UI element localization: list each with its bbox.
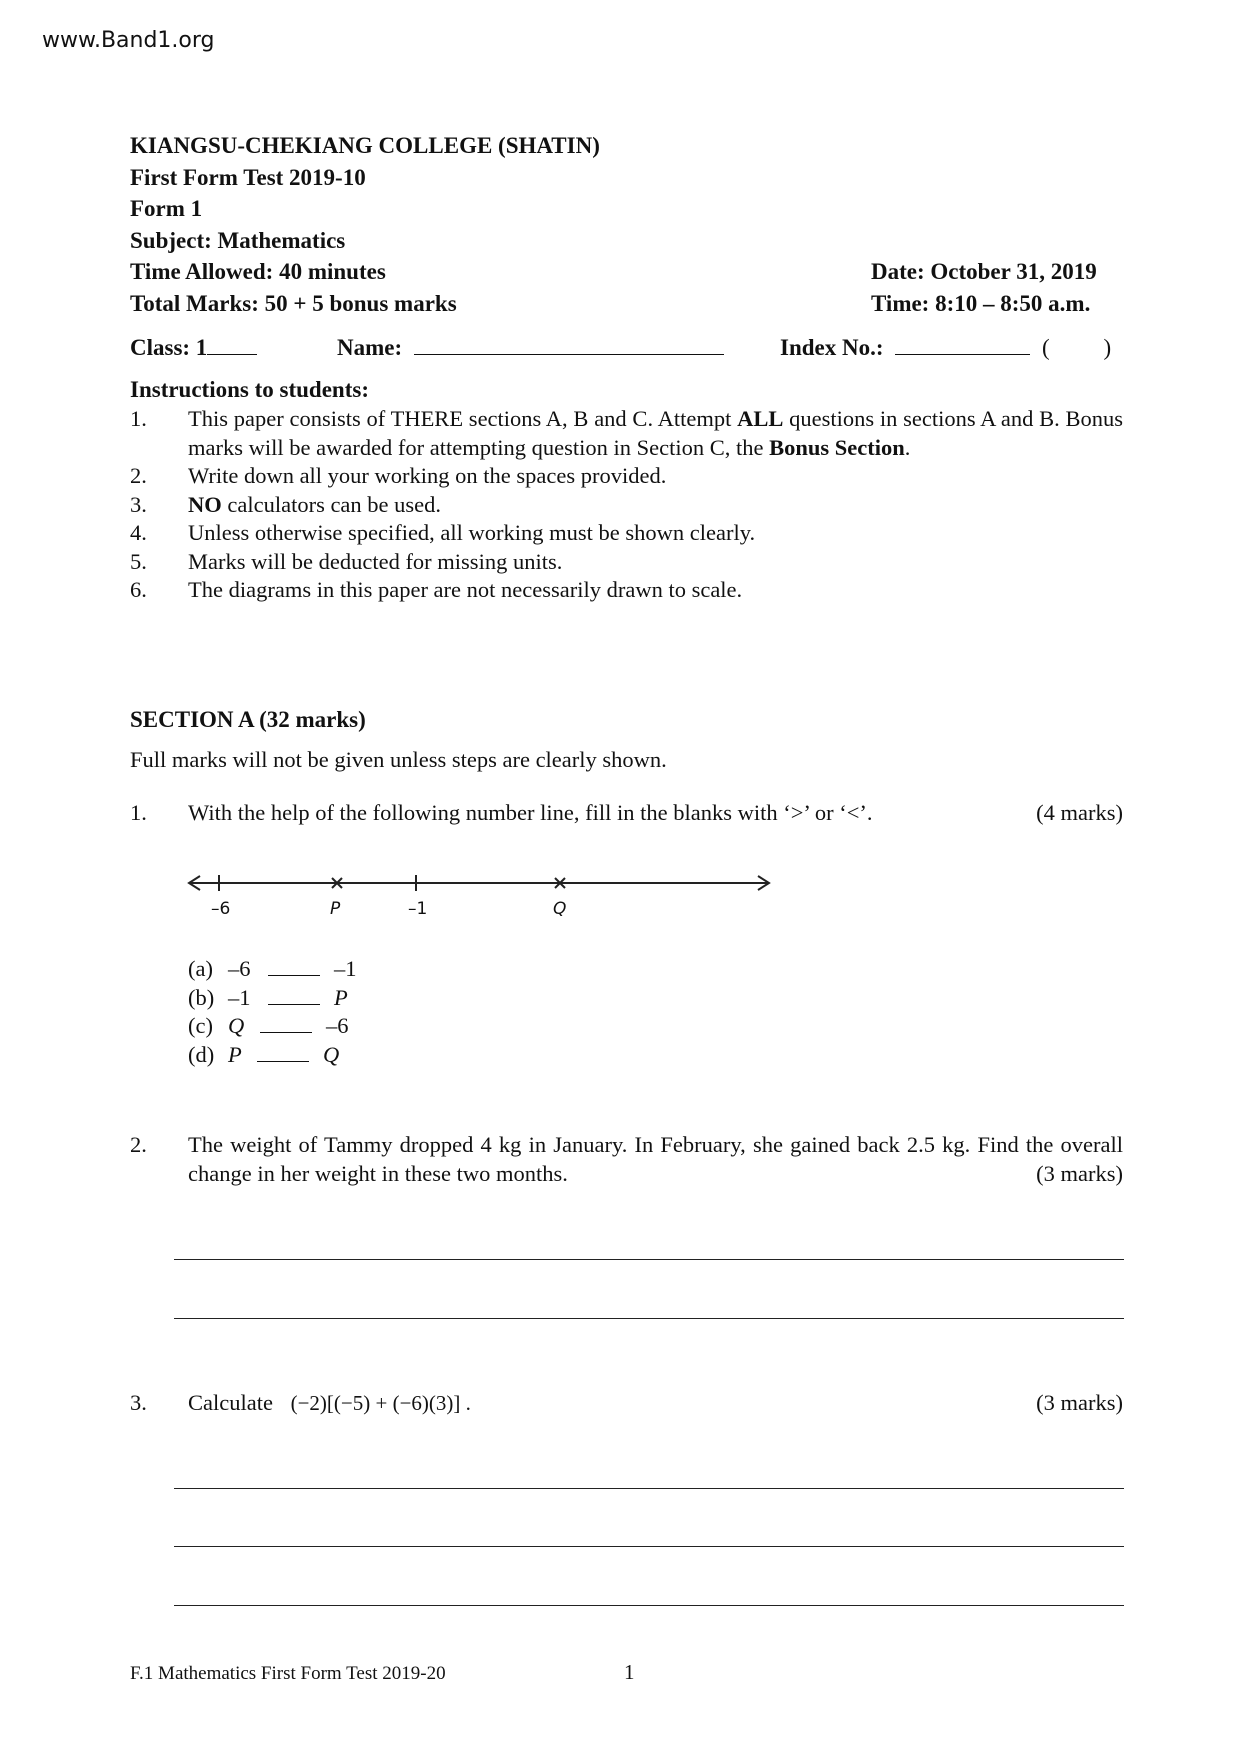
sub-question-c: (c) Q –6 — [188, 1013, 349, 1038]
index-blank[interactable] — [895, 334, 1030, 355]
instruction-text: Unless otherwise specified, all working must be shown clearly. — [188, 520, 756, 545]
time-allowed: Time Allowed: 40 minutes — [130, 259, 386, 284]
question-marks: (4 marks) — [1036, 800, 1123, 825]
exam-datetime — [871, 256, 1097, 319]
index-field[interactable] — [780, 332, 1111, 364]
form-label: Form 1 — [130, 196, 203, 221]
sub-question-a: (a) –6 –1 — [188, 956, 357, 981]
instruction-item — [130, 405, 1123, 462]
answer-line[interactable] — [174, 1318, 1124, 1319]
instruction-number: 3. — [130, 491, 147, 517]
page-number: 1 — [624, 1660, 635, 1684]
index-paren-close: ) — [1103, 335, 1112, 360]
section-a-title: SECTION A (32 marks) — [130, 707, 366, 732]
answer-line[interactable] — [174, 1605, 1124, 1606]
footer-text: F.1 Mathematics First Form Test 2019-20 — [130, 1663, 446, 1684]
question-1-parts — [188, 955, 357, 1069]
instruction-text: The diagrams in this paper are not necessarily drawn to scale. — [188, 577, 743, 602]
exam-date: Date: October 31, 2019 — [871, 259, 1097, 284]
instruction-text: This paper consists of THERE sections A, B and C. Attempt ALL questions in sections A and B. Bonus marks will be awarded for attempting question in Section C, the Bonus Section. — [188, 406, 1124, 460]
question-text: Calculate — [188, 1390, 273, 1415]
student-info-row — [130, 332, 1130, 364]
answer-line[interactable] — [174, 1546, 1124, 1547]
number-line-label: –1 — [408, 899, 428, 919]
index-paren-open: ( — [1042, 335, 1050, 360]
answer-blank[interactable] — [260, 1012, 312, 1033]
instruction-number: 1. — [130, 406, 147, 431]
instructions — [130, 375, 1123, 605]
answer-blank[interactable] — [268, 955, 320, 976]
answer-blank[interactable] — [257, 1041, 309, 1062]
name-blank[interactable] — [414, 334, 724, 355]
subject-label: Subject: Mathematics — [130, 227, 346, 253]
test-title: First Form Test 2019-10 — [130, 164, 366, 190]
instruction-item — [130, 548, 1123, 577]
instruction-text: Marks will be deducted for missing units. — [188, 548, 563, 574]
instruction-number: 4. — [130, 520, 147, 545]
name-field[interactable] — [337, 332, 724, 364]
instruction-text: NO calculators can be used. — [188, 491, 442, 517]
question-3 — [130, 1389, 1123, 1418]
answer-line[interactable] — [174, 1488, 1124, 1489]
question-marks: (3 marks) — [1036, 1390, 1123, 1415]
question-number: 1. — [130, 800, 147, 825]
exam-time: Time: 8:10 – 8:50 a.m. — [871, 290, 1091, 316]
number-line-label: –6 — [211, 899, 231, 919]
question-number: 2. — [130, 1132, 147, 1157]
class-field[interactable] — [130, 332, 257, 364]
question-marks: (3 marks) — [1036, 1160, 1123, 1186]
number-line-label: Q — [553, 899, 567, 919]
instruction-item — [130, 462, 1123, 491]
number-line-graphic — [186, 868, 776, 928]
total-marks: Total Marks: 50 + 5 bonus marks — [130, 290, 457, 316]
answer-line[interactable] — [174, 1259, 1124, 1260]
question-2 — [130, 1131, 1123, 1188]
question-number: 3. — [130, 1390, 147, 1415]
instructions-title: Instructions to students: — [130, 377, 369, 402]
class-label: Class: 1 — [130, 335, 208, 360]
exam-header — [130, 130, 600, 319]
number-line-label: P — [330, 899, 341, 919]
answer-blank[interactable] — [268, 984, 320, 1005]
class-blank[interactable] — [207, 334, 257, 355]
instruction-item — [130, 576, 1123, 605]
sub-question-d: (d) P Q — [188, 1041, 340, 1067]
number-line — [186, 868, 776, 928]
question-1 — [130, 799, 1123, 828]
question-text: The weight of Tammy dropped 4 kg in January. In February, she gained back 2.5 kg. Find the overall change in her weight in these two months. — [188, 1132, 1123, 1186]
instruction-text: Write down all your working on the spaces provided. — [188, 463, 667, 488]
section-a-note: Full marks will not be given unless steps are clearly shown. — [130, 747, 667, 772]
question-text: With the help of the following number line, fill in the blanks with ‘>’ or ‘<’. — [188, 800, 873, 825]
instruction-number: 6. — [130, 577, 147, 602]
sub-question-b: (b) –1 P — [188, 984, 348, 1010]
instruction-number: 2. — [130, 463, 147, 488]
instruction-item — [130, 491, 1123, 520]
name-label: Name: — [337, 335, 403, 360]
instruction-item — [130, 519, 1123, 548]
index-label: Index No.: — [780, 335, 884, 360]
school-name: KIANGSU-CHEKIANG COLLEGE (SHATIN) — [130, 133, 600, 158]
instruction-number: 5. — [130, 548, 147, 574]
math-expression: (−2)[(−5) + (−6)(3)] . — [290, 1391, 471, 1415]
watermark: www.Band1.org — [42, 28, 215, 53]
